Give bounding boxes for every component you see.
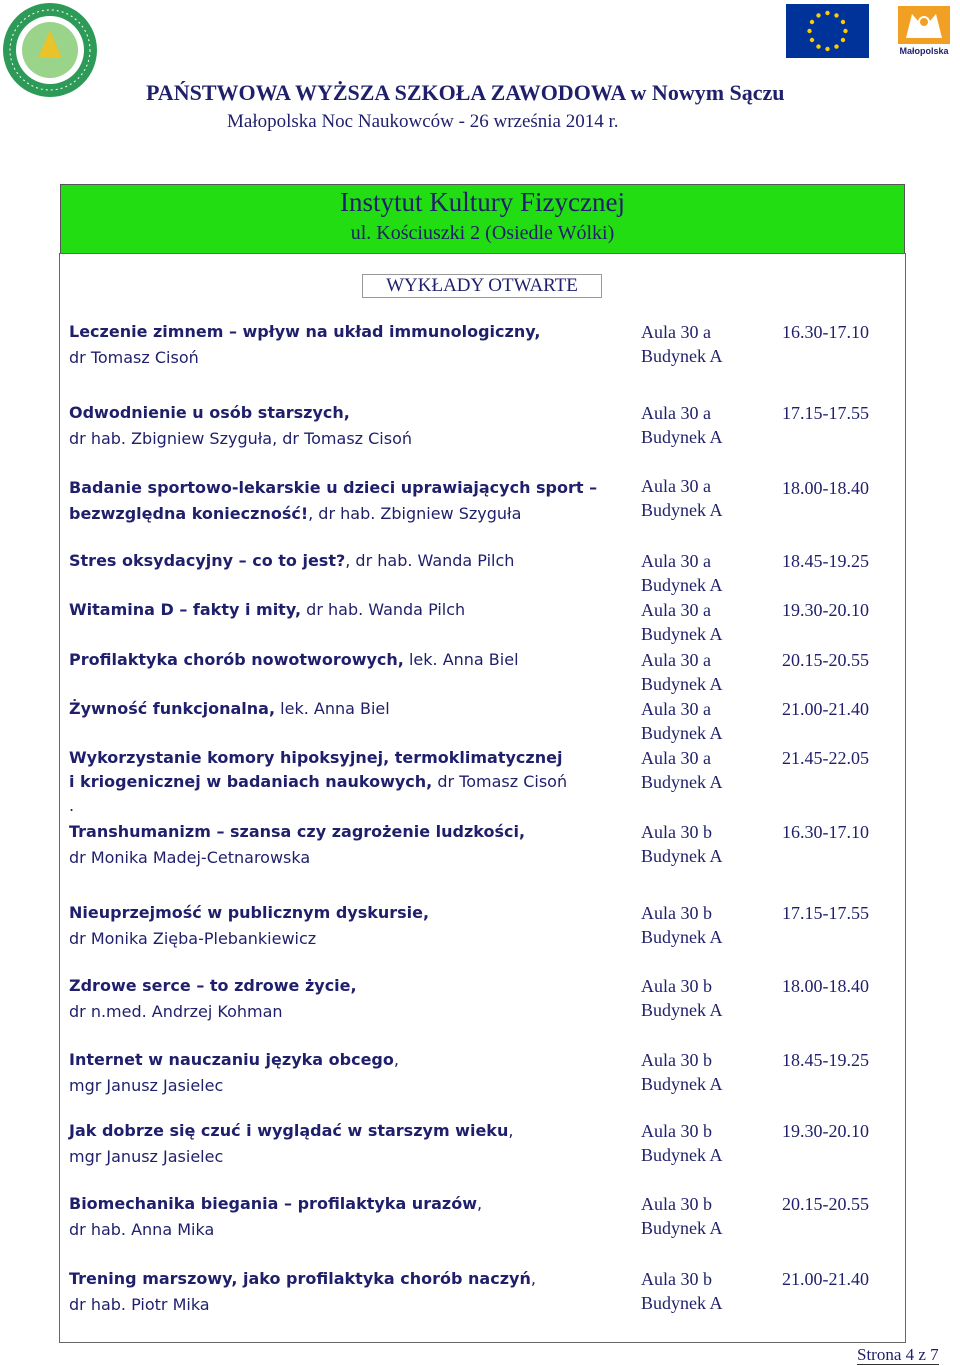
lecture-title (69, 648, 624, 672)
lecture-line (69, 1119, 624, 1145)
lecture-time: 21.00-21.40 (782, 1269, 869, 1289)
lecture-time: 19.30-20.10 (782, 1121, 869, 1141)
lecture-building: Budynek A (641, 1218, 723, 1238)
lecture-room: Aula 30 b (641, 1121, 712, 1141)
lecture-place (641, 1267, 761, 1315)
lecture-line (69, 1000, 624, 1024)
lecture-speaker: dr n.med. Andrzej Kohman (69, 1002, 283, 1021)
lecture-time: 19.30-20.10 (782, 600, 869, 620)
lecture-line (69, 1267, 624, 1293)
page-number: Strona 4 z 7 (857, 1345, 939, 1364)
lecture-title (69, 974, 624, 1024)
lecture-topic: Witamina D – fakty i mity, (69, 600, 302, 619)
lecture-building: Budynek A (641, 624, 723, 644)
pwsz-logo (0, 0, 100, 100)
lecture-time: 16.30-17.10 (782, 322, 869, 342)
lecture-topic: Transhumanizm – szansa czy zagrożenie ludzkości, (69, 822, 526, 841)
lecture-title (69, 1119, 624, 1169)
lecture-building: Budynek A (641, 1293, 723, 1313)
lecture-line (69, 1074, 624, 1098)
lecture-line (69, 1293, 624, 1317)
lecture-line (69, 427, 624, 451)
page-title: PAŃSTWOWA WYŻSZA SZKOŁA ZAWODOWA w Nowym Sączu (146, 80, 785, 105)
malopolska-logo (894, 2, 954, 64)
lecture-topic: Leczenie zimnem – wpływ na układ immunologiczny, (69, 322, 541, 341)
lecture-building: Budynek A (641, 772, 723, 792)
lecture-line (69, 846, 624, 870)
lecture-place (641, 1192, 761, 1240)
lecture-topic: Nieuprzejmość w publicznym dyskursie, (69, 903, 430, 922)
lecture-line (69, 770, 624, 794)
lecture-building: Budynek A (641, 346, 723, 366)
lecture-topic: Żywność funkcjonalna, (69, 699, 276, 718)
lecture-topic: Internet w nauczaniu języka obcego (69, 1050, 394, 1069)
institute-banner (60, 184, 905, 254)
lecture-speaker: , (476, 1194, 483, 1213)
lecture-building: Budynek A (641, 723, 723, 743)
lecture-place (641, 320, 761, 368)
lecture-speaker: , (508, 1121, 514, 1140)
institute-address: ul. Kościuszki 2 (Osiedle Wólki) (350, 222, 615, 244)
lecture-building: Budynek A (641, 927, 723, 947)
lecture-topic: Odwodnienie u osób starszych, (69, 403, 350, 422)
lecture-speaker: , (393, 1050, 399, 1069)
lecture-time: 18.45-19.25 (782, 1050, 869, 1070)
lecture-place (641, 901, 761, 949)
lecture-title (69, 549, 624, 573)
lecture-time: 17.15-17.55 (782, 903, 869, 923)
lecture-topic: Wykorzystanie komory hipoksyjnej, termoklimatycznej (69, 748, 563, 767)
lecture-time: 18.45-19.25 (782, 551, 869, 571)
lecture-line (69, 476, 624, 502)
lecture-title (69, 746, 624, 818)
lecture-room: Aula 30 b (641, 822, 712, 842)
lecture-place (641, 549, 761, 597)
lecture-speaker: lek. Anna Biel (275, 699, 390, 718)
lecture-building: Budynek A (641, 846, 723, 866)
lecture-speaker: dr Monika Zięba-Plebankiewicz (69, 929, 317, 948)
lecture-line (69, 1218, 624, 1242)
lecture-line (69, 1145, 624, 1169)
lecture-place (641, 1048, 761, 1096)
lecture-title (69, 1267, 624, 1317)
lecture-room: Aula 30 a (641, 748, 711, 768)
lecture-line (69, 320, 624, 346)
lecture-room: Aula 30 a (641, 699, 711, 719)
lecture-building: Budynek A (641, 575, 723, 595)
lecture-title (69, 820, 624, 870)
lecture-speaker: dr Tomasz Cisoń (69, 348, 199, 367)
lecture-speaker: lek. Anna Biel (403, 650, 519, 669)
lecture-room: Aula 30 a (641, 551, 711, 571)
lecture-building: Budynek A (641, 674, 723, 694)
lecture-place (641, 474, 761, 522)
lecture-title (69, 1048, 624, 1098)
lecture-speaker: dr hab. Wanda Pilch (301, 600, 466, 619)
lecture-speaker: dr Monika Madej-Cetnarowska (69, 848, 311, 867)
lecture-topic: Stres oksydacyjny – co to jest? (69, 551, 346, 570)
lecture-speaker: , dr hab. Wanda Pilch (345, 551, 515, 570)
lecture-room: Aula 30 a (641, 600, 711, 620)
lecture-line (69, 598, 624, 622)
lecture-title (69, 320, 624, 370)
lecture-speaker: dr hab. Zbigniew Szyguła, dr Tomasz Cisoń (69, 429, 413, 448)
lecture-room: Aula 30 b (641, 976, 712, 996)
lecture-line (69, 820, 624, 846)
lecture-time: 18.00-18.40 (782, 976, 869, 996)
malopolska-logo-text: Małopolska (899, 46, 949, 56)
lecture-title (69, 476, 624, 526)
lecture-room: Aula 30 a (641, 650, 711, 670)
lecture-room: Aula 30 a (641, 322, 711, 342)
lecture-topic: i kriogenicznej w badaniach naukowych, (69, 772, 433, 791)
lecture-time: 18.00-18.40 (782, 478, 869, 498)
lecture-speaker: mgr Janusz Jasielec (69, 1076, 224, 1095)
lecture-topic: Zdrowe serce – to zdrowe życie, (69, 976, 357, 995)
lecture-line (69, 1048, 624, 1074)
lecture-time: 20.15-20.55 (782, 650, 869, 670)
lecture-speaker: , dr hab. Zbigniew Szyguła (308, 504, 522, 523)
lecture-line (69, 502, 624, 526)
lecture-topic: Biomechanika biegania – profilaktyka urazów (69, 1194, 477, 1213)
lecture-building: Budynek A (641, 427, 723, 447)
lecture-topic: Jak dobrze się czuć i wyglądać w starszym wieku (69, 1121, 509, 1140)
lecture-speaker: dr hab. Piotr Mika (69, 1295, 210, 1314)
lecture-place (641, 1119, 761, 1167)
lecture-time: 21.45-22.05 (782, 748, 869, 768)
lecture-place (641, 746, 761, 794)
eu-flag-logo (786, 4, 869, 58)
lecture-line (69, 401, 624, 427)
lecture-line (69, 901, 624, 927)
lecture-line (69, 746, 624, 770)
lecture-place (641, 974, 761, 1022)
lecture-building: Budynek A (641, 1145, 723, 1165)
lecture-line (69, 927, 624, 951)
lecture-speaker: dr hab. Anna Mika (69, 1220, 215, 1239)
lecture-speaker: mgr Janusz Jasielec (69, 1147, 224, 1166)
lecture-line (69, 974, 624, 1000)
lecture-room: Aula 30 b (641, 1194, 712, 1214)
lecture-speaker: dr Tomasz Cisoń (432, 772, 568, 791)
lecture-place (641, 401, 761, 449)
lecture-place (641, 697, 761, 745)
lecture-topic: bezwzględna konieczność! (69, 504, 309, 523)
lecture-title (69, 697, 624, 721)
lecture-line (69, 697, 624, 721)
lecture-title (69, 401, 624, 451)
lecture-topic: Trening marszowy, jako profilaktyka chorób naczyń (69, 1269, 531, 1288)
lecture-room: Aula 30 b (641, 1269, 712, 1289)
lecture-room: Aula 30 a (641, 403, 711, 423)
lecture-building: Budynek A (641, 1074, 723, 1094)
lecture-line (69, 346, 624, 370)
lecture-building: Budynek A (641, 1000, 723, 1020)
lecture-building: Budynek A (641, 500, 723, 520)
lecture-place (641, 648, 761, 696)
lecture-speaker: . (69, 796, 75, 815)
lecture-time: 17.15-17.55 (782, 403, 869, 423)
lecture-room: Aula 30 a (641, 476, 711, 496)
lecture-time: 21.00-21.40 (782, 699, 869, 719)
lecture-place (641, 598, 761, 646)
lecture-line (69, 1192, 624, 1218)
lecture-line (69, 549, 624, 573)
lecture-speaker: , (530, 1269, 536, 1288)
lecture-title (69, 598, 624, 622)
lecture-title (69, 901, 624, 951)
section-title: WYKŁADY OTWARTE (362, 274, 602, 298)
lecture-title (69, 1192, 624, 1242)
institute-name: Instytut Kultury Fizycznej (340, 187, 625, 217)
lecture-place (641, 820, 761, 868)
lecture-topic: Profilaktyka chorób nowotworowych, (69, 650, 404, 669)
lecture-time: 20.15-20.55 (782, 1194, 869, 1214)
lecture-room: Aula 30 b (641, 1050, 712, 1070)
lecture-room: Aula 30 b (641, 903, 712, 923)
page-subtitle: Małopolska Noc Naukowców - 26 września 2014 r. (227, 111, 619, 132)
lecture-time: 16.30-17.10 (782, 822, 869, 842)
lecture-topic: Badanie sportowo-lekarskie u dzieci uprawiających sport – (69, 478, 598, 497)
lecture-line (69, 794, 624, 818)
lecture-line (69, 648, 624, 672)
